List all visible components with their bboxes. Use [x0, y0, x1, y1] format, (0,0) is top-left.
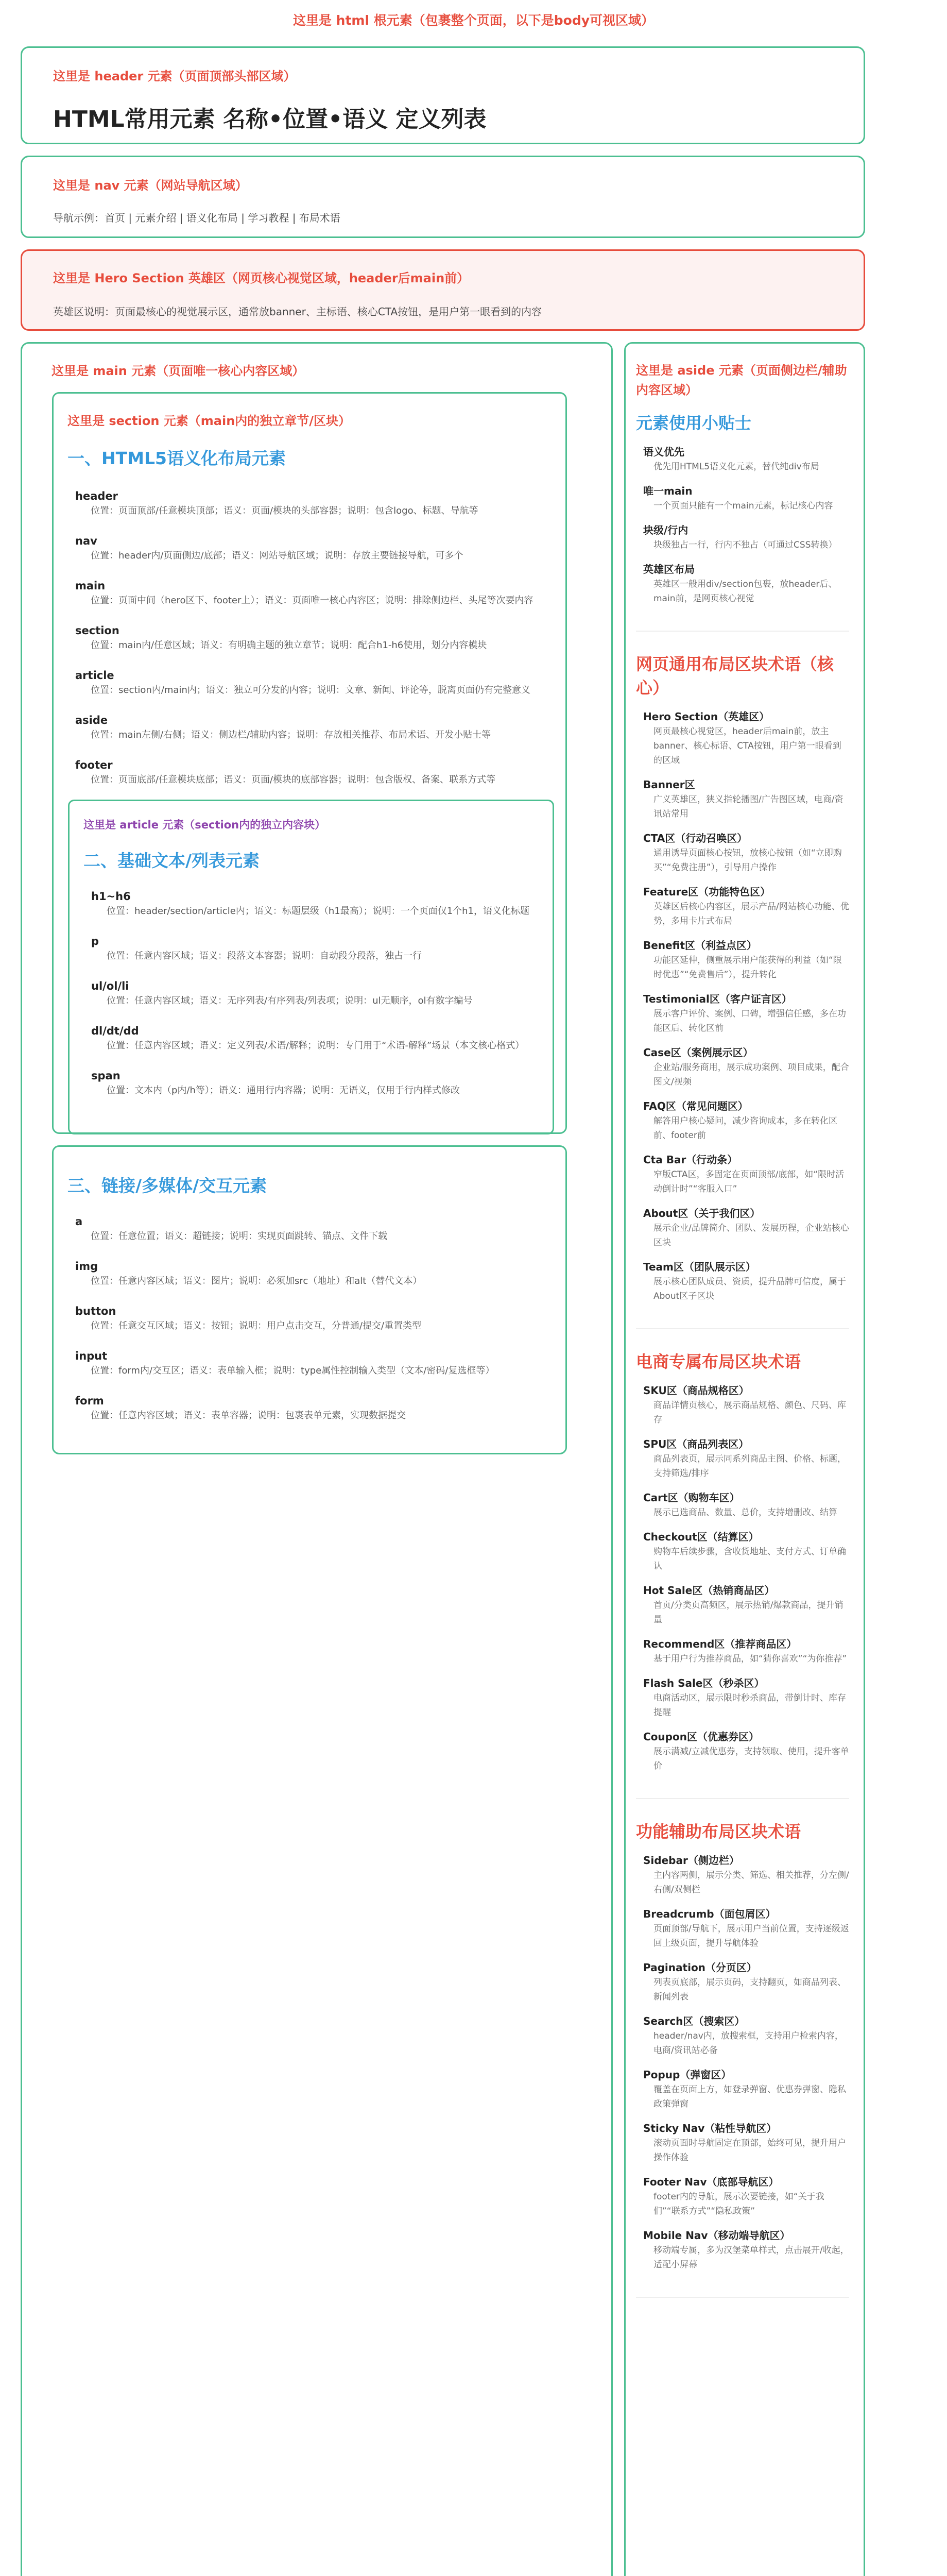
- aside-term: [636, 2067, 849, 2111]
- aside-term-description: 移动端专属，多为汉堡菜单样式，点击展开/收起，适配小屏幕: [653, 2245, 849, 2270]
- aside-term-title: Sticky Nav（粘性导航区）: [643, 2122, 777, 2134]
- aside-term-title: Popup（弹窗区）: [643, 2069, 732, 2081]
- aside-term: [636, 2121, 849, 2165]
- aside-term-title: About区（关于我们区）: [643, 1207, 761, 1219]
- aside-term: [636, 1675, 849, 1720]
- aside-term: [636, 991, 849, 1036]
- aside-term-description: 展示客户评价、案例、口碑，增强信任感，多在功能区后、转化区前: [653, 1009, 846, 1033]
- aside-group: [636, 1350, 849, 1799]
- term-title: p: [91, 935, 99, 947]
- aside-term-title: Hot Sale区（热销商品区）: [643, 1584, 775, 1597]
- aside-term-description: 通用诱导页面核心按钮，放核心按钮（如“立即购买”“免费注册”），引导用户操作: [653, 848, 842, 873]
- term-item: [91, 1023, 524, 1053]
- aside-term: [636, 1853, 849, 1897]
- aside-term: [636, 522, 849, 552]
- aside-group-title: 功能辅助布局区块术语: [636, 1822, 801, 1841]
- aside-term-description: 首页/分类页高频区，展示热销/爆款商品，提升销量: [653, 1600, 843, 1625]
- aside-term-title: Search区（搜索区）: [643, 2015, 745, 2027]
- aside-term-description: 商品详情页核心，展示商品规格、颜色、尺码、库存: [653, 1400, 846, 1425]
- term-item: [75, 1303, 421, 1333]
- term-title: a: [75, 1215, 83, 1228]
- aside-term-description: 列表页底部，展示页码，支持翻页，如商品列表、新闻列表: [653, 1977, 846, 2002]
- header-label: 这里是 header 元素（页面顶部头部区域）: [53, 69, 296, 83]
- aside-term-description: 主内容两侧，展示分类、筛选、相关推荐，分左侧/右侧/双侧栏: [653, 1870, 849, 1895]
- aside-term-title: 唯一main: [643, 485, 693, 497]
- aside-term: [636, 1636, 849, 1666]
- aside-term-description: 企业站/服务商用，展示成功案例、项目成果，配合图文/视频: [653, 1062, 849, 1087]
- aside-region: [624, 342, 865, 2576]
- aside-group: [636, 1820, 849, 2298]
- header-region: [21, 46, 865, 144]
- term-description: 位置：页面顶部/任意模块顶部；语义：页面/模块的头部容器；说明：包含logo、标题、导航等: [91, 505, 478, 516]
- aside-term-title: Testimonial区（客户证言区）: [643, 993, 792, 1005]
- aside-term-title: 英雄区布局: [643, 563, 695, 575]
- term-description: 位置：页面中间（hero区下、footer上）；语义：页面唯一核心内容区；说明：排除侧边栏、头尾等次要内容: [91, 595, 533, 606]
- aside-term-title: Case区（案例展示区）: [643, 1046, 753, 1059]
- term-item: [91, 889, 529, 919]
- term-title: span: [91, 1070, 120, 1082]
- article-label: 这里是 article 元素（section内的独立内容块）: [83, 819, 326, 831]
- section2-heading: 三、链接/多媒体/交互元素: [67, 1176, 267, 1196]
- term-title: section: [75, 624, 119, 637]
- term-item: [75, 1393, 406, 1423]
- term-title: img: [75, 1260, 98, 1273]
- section-heading: 一、HTML5语义化布局元素: [67, 448, 286, 468]
- aside-term-description: 滚动页面时导航固定在顶部，始终可见，提升用户操作体验: [653, 2138, 846, 2163]
- aside-term-description: 展示已选商品、数量、总价，支持增删改、结算: [653, 1507, 837, 1518]
- aside-term-description: 电商活动区，展示限时秒杀商品，带倒计时、库存提醒: [653, 1693, 846, 1718]
- term-title: main: [75, 580, 106, 592]
- aside-group-title: 网页通用布局区块术语（核心）: [636, 654, 834, 698]
- term-description: 位置：header内/页面侧边/底部；语义：网站导航区域；说明：存放主要链接导航，可多个: [91, 550, 463, 561]
- aside-group-title: 电商专属布局区块术语: [636, 1352, 801, 1371]
- aside-term: [636, 1206, 849, 1250]
- term-item: [91, 978, 473, 1008]
- term-title: nav: [75, 535, 97, 547]
- aside-term-description: 英雄区一般用div/section包裹，放header后、main前，是网页核心视觉: [653, 579, 837, 604]
- aside-term-title: CTA区（行动召唤区）: [643, 832, 748, 844]
- aside-term-title: 语义优先: [643, 446, 684, 458]
- term-item: [75, 488, 478, 518]
- term-title: aside: [75, 714, 108, 726]
- aside-term: [636, 2174, 849, 2218]
- term-title: input: [75, 1350, 108, 1362]
- page-title: HTML常用元素 名称•位置•语义 定义列表: [53, 106, 487, 132]
- term-description: 位置：main内/任意区域；语义：有明确主题的独立章节；说明：配合h1-h6使用，划分内容模块: [91, 640, 487, 651]
- aside-term-title: Coupon区（优惠券区）: [643, 1731, 759, 1743]
- aside-term: [636, 1529, 849, 1573]
- aside-term: [636, 483, 849, 513]
- term-description: 位置：任意内容区域；语义：无序列表/有序列表/列表项；说明：ul无顺序，ol有数字编号: [107, 995, 473, 1006]
- hero-section: [21, 249, 865, 331]
- term-description: 位置：任意位置；语义：超链接；说明：实现页面跳转、锚点、文件下载: [91, 1231, 387, 1242]
- aside-term-title: Pagination（分页区）: [643, 1961, 757, 1974]
- term-item: [75, 1259, 422, 1289]
- aside-term-description: 展示核心团队成员、资质，提升品牌可信度，属于About区子区块: [653, 1277, 846, 1301]
- term-title: form: [75, 1395, 104, 1407]
- aside-term-title: SPU区（商品列表区）: [643, 1438, 749, 1450]
- aside-term-title: Hero Section（英雄区）: [643, 710, 770, 723]
- term-title: dl/dt/dd: [91, 1025, 139, 1037]
- main-region: [21, 342, 613, 2576]
- aside-term-title: FAQ区（常见问题区）: [643, 1100, 748, 1112]
- aside-term: [636, 2228, 849, 2272]
- hero-description: 英雄区说明：页面最核心的视觉展示区，通常放banner、主标语、核心CTA按钮，是用户第一眼看到的内容: [53, 306, 542, 318]
- nav-label: 这里是 nav 元素（网站导航区域）: [53, 178, 248, 193]
- aside-term-description: 广义英雄区，狭义指轮播图/广告图区域，电商/资讯站常用: [653, 794, 843, 819]
- aside-term-description: 一个页面只能有一个main元素，标记核心内容: [653, 501, 833, 511]
- nav-region: [21, 156, 865, 238]
- aside-term-description: 优先用HTML5语义化元素，替代纯div布局: [653, 462, 819, 472]
- aside-term-description: 窄版CTA区，多固定在页面顶部/底部，如“限时活动倒计时”“客服入口”: [653, 1170, 845, 1194]
- article-region: [68, 800, 554, 1134]
- term-description: 位置：任意内容区域；语义：段落文本容器；说明：自动段分段落，独占一行: [107, 951, 422, 961]
- hero-label: 这里是 Hero Section 英雄区（网页核心视觉区域，header后main前）: [53, 271, 470, 285]
- aside-term-title: Sidebar（侧边栏）: [643, 1854, 739, 1867]
- aside-term-title: Footer Nav（底部导航区）: [643, 2176, 779, 2188]
- term-title: button: [75, 1305, 116, 1317]
- aside-term: [636, 1152, 849, 1196]
- aside-term-description: 块级独占一行，行内不独占（可通过CSS转换）: [653, 540, 837, 550]
- aside-term-title: Checkout区（结算区）: [643, 1531, 759, 1543]
- aside-term-description: 页面顶部/导航下，展示用户当前位置，支持逐级返回上级页面，提升导航体验: [653, 1924, 849, 1948]
- term-item: [75, 757, 495, 787]
- aside-term-description: 功能区延伸，侧重展示用户能获得的利益（如“限时优惠”“免费售后”），提升转化: [653, 955, 842, 980]
- aside-term-title: Recommend区（推荐商品区）: [643, 1638, 797, 1650]
- term-description: 位置：section内/main内；语义：独立可分发的内容；说明：文章、新闻、评论等，脱离页面仍有完整意义: [91, 685, 530, 696]
- aside-term: [636, 1436, 849, 1481]
- nav-example-text: 导航示例：首页 | 元素介绍 | 语义化布局 | 学习教程 | 布局术语: [53, 212, 340, 224]
- aside-term-title: Cta Bar（行动条）: [643, 1154, 738, 1166]
- term-description: 位置：header/section/article内；语义：标题层级（h1最高）；说明：一个页面仅1个h1，语义化标题: [107, 906, 530, 917]
- term-description: 位置：任意内容区域；语义：图片；说明：必须加src（地址）和alt（替代文本）: [91, 1276, 422, 1286]
- article-heading: 二、基础文本/列表元素: [83, 851, 260, 871]
- term-title: h1~h6: [91, 890, 131, 903]
- html-root-label: 这里是 html 根元素（包裹整个页面，以下是body可视区域）: [292, 13, 655, 28]
- term-item: [75, 623, 487, 653]
- term-item: [75, 578, 533, 608]
- aside-term-description: 网页最核心视觉区，header后main前，放主banner、核心标语、CTA按钮，用户第一眼看到的区域: [653, 726, 841, 766]
- aside-term-title: Mobile Nav（移动端导航区）: [643, 2229, 790, 2242]
- term-item: [75, 1348, 494, 1378]
- aside-term: [636, 1583, 849, 1627]
- aside-group: [636, 652, 849, 1329]
- aside-term-title: Team区（团队展示区）: [643, 1261, 756, 1273]
- aside-term-description: 英雄区后核心内容区，展示产品/网站核心功能、优势，多用卡片式布局: [653, 902, 849, 926]
- section-links-media: [52, 1145, 567, 1454]
- aside-term: [636, 444, 849, 474]
- term-description: 位置：main左侧/右侧；语义：侧边栏/辅助内容；说明：存放相关推荐、布局术语、开发小贴士等: [91, 730, 491, 740]
- term-title: header: [75, 490, 118, 502]
- term-title: ul/ol/li: [91, 980, 129, 992]
- aside-term-title: SKU区（商品规格区）: [643, 1384, 749, 1397]
- aside-term-description: 展示满减/立减优惠券，支持领取、使用，提升客单价: [653, 1747, 849, 1771]
- aside-term-description: 解答用户核心疑问，减少咨询成本，多在转化区前、footer前: [653, 1116, 837, 1141]
- term-description: 位置：任意交互区域；语义：按钮；说明：用户点击交互，分普通/提交/重置类型: [91, 1320, 422, 1331]
- aside-term: [636, 1906, 849, 1951]
- aside-term: [636, 1383, 849, 1427]
- aside-term: [636, 777, 849, 821]
- aside-term-description: header/nav内，放搜索框，支持用户检索内容，电商/资讯站必备: [653, 2031, 843, 2056]
- aside-term: [636, 1490, 849, 1520]
- term-item: [75, 713, 491, 742]
- aside-term-title: Feature区（功能特色区）: [643, 886, 771, 898]
- aside-term-description: 基于用户行为推荐商品，如“猜你喜欢”“为你推荐”: [653, 1654, 847, 1664]
- aside-term-description: 购物车后续步骤，含收货地址、支付方式、订单确认: [653, 1547, 846, 1571]
- aside-term: [636, 1098, 849, 1143]
- aside-term-description: 商品列表页，展示同系列商品主图、价格、标题，支持筛选/排序: [653, 1454, 846, 1479]
- aside-term: [636, 1729, 849, 1773]
- aside-term-title: Breadcrumb（面包屑区）: [643, 1908, 776, 1920]
- section-label: 这里是 section 元素（main内的独立章节/区块）: [67, 414, 351, 428]
- term-description: 位置：页面底部/任意模块底部；语义：页面/模块的底部容器；说明：包含版权、备案、联系方式等: [91, 774, 496, 785]
- aside-term: [636, 938, 849, 982]
- term-item: [75, 668, 530, 698]
- aside-term: [636, 831, 849, 875]
- aside-term: [636, 2013, 849, 2058]
- aside-term: [636, 1045, 849, 1089]
- term-description: 位置：任意内容区域；语义：定义列表/术语/解释；说明：专门用于“术语-解释”场景（本文核心格式）: [107, 1040, 525, 1051]
- aside-term-description: 展示企业/品牌简介、团队、发展历程，企业站核心区块: [653, 1223, 849, 1248]
- aside-term-title: 块级/行内: [643, 524, 688, 536]
- aside-group: [636, 411, 849, 632]
- aside-term: [636, 562, 849, 606]
- aside-term-title: Cart区（购物车区）: [643, 1492, 740, 1504]
- aside-term: [636, 1960, 849, 2004]
- aside-term-description: footer内的导航，展示次要链接，如“关于我们”“联系方式”“隐私政策”: [653, 2192, 824, 2216]
- aside-term-description: 覆盖在页面上方，如登录弹窗、优惠券弹窗、隐私政策弹窗: [653, 2084, 846, 2109]
- term-item: [75, 533, 463, 563]
- term-item: [75, 1214, 387, 1244]
- aside-group-title: 元素使用小贴士: [636, 413, 752, 433]
- main-label: 这里是 main 元素（页面唯一核心内容区域）: [51, 364, 305, 378]
- aside-term: [636, 1259, 849, 1303]
- aside-term: [636, 884, 849, 928]
- section-html5-layout: [52, 392, 567, 1134]
- term-description: 位置：任意内容区域；语义：表单容器；说明：包裹表单元素，实现数据提交: [91, 1410, 406, 1421]
- term-title: article: [75, 669, 114, 682]
- aside-label: 这里是 aside 元素（页面侧边栏/辅助内容区域）: [636, 363, 847, 397]
- term-item: [91, 934, 422, 963]
- aside-term-title: Flash Sale区（秒杀区）: [643, 1677, 765, 1689]
- aside-term: [636, 709, 849, 768]
- term-title: footer: [75, 759, 113, 771]
- aside-term-title: Benefit区（利益点区）: [643, 939, 757, 952]
- term-description: 位置：form内/交互区；语义：表单输入框；说明：type属性控制输入类型（文本/密码/复选框等）: [91, 1365, 495, 1376]
- term-description: 位置：文本内（p内/h等）；语义：通用行内容器；说明：无语义，仅用于行内样式修改: [107, 1085, 460, 1096]
- term-item: [91, 1068, 460, 1098]
- aside-term-title: Banner区: [643, 778, 695, 791]
